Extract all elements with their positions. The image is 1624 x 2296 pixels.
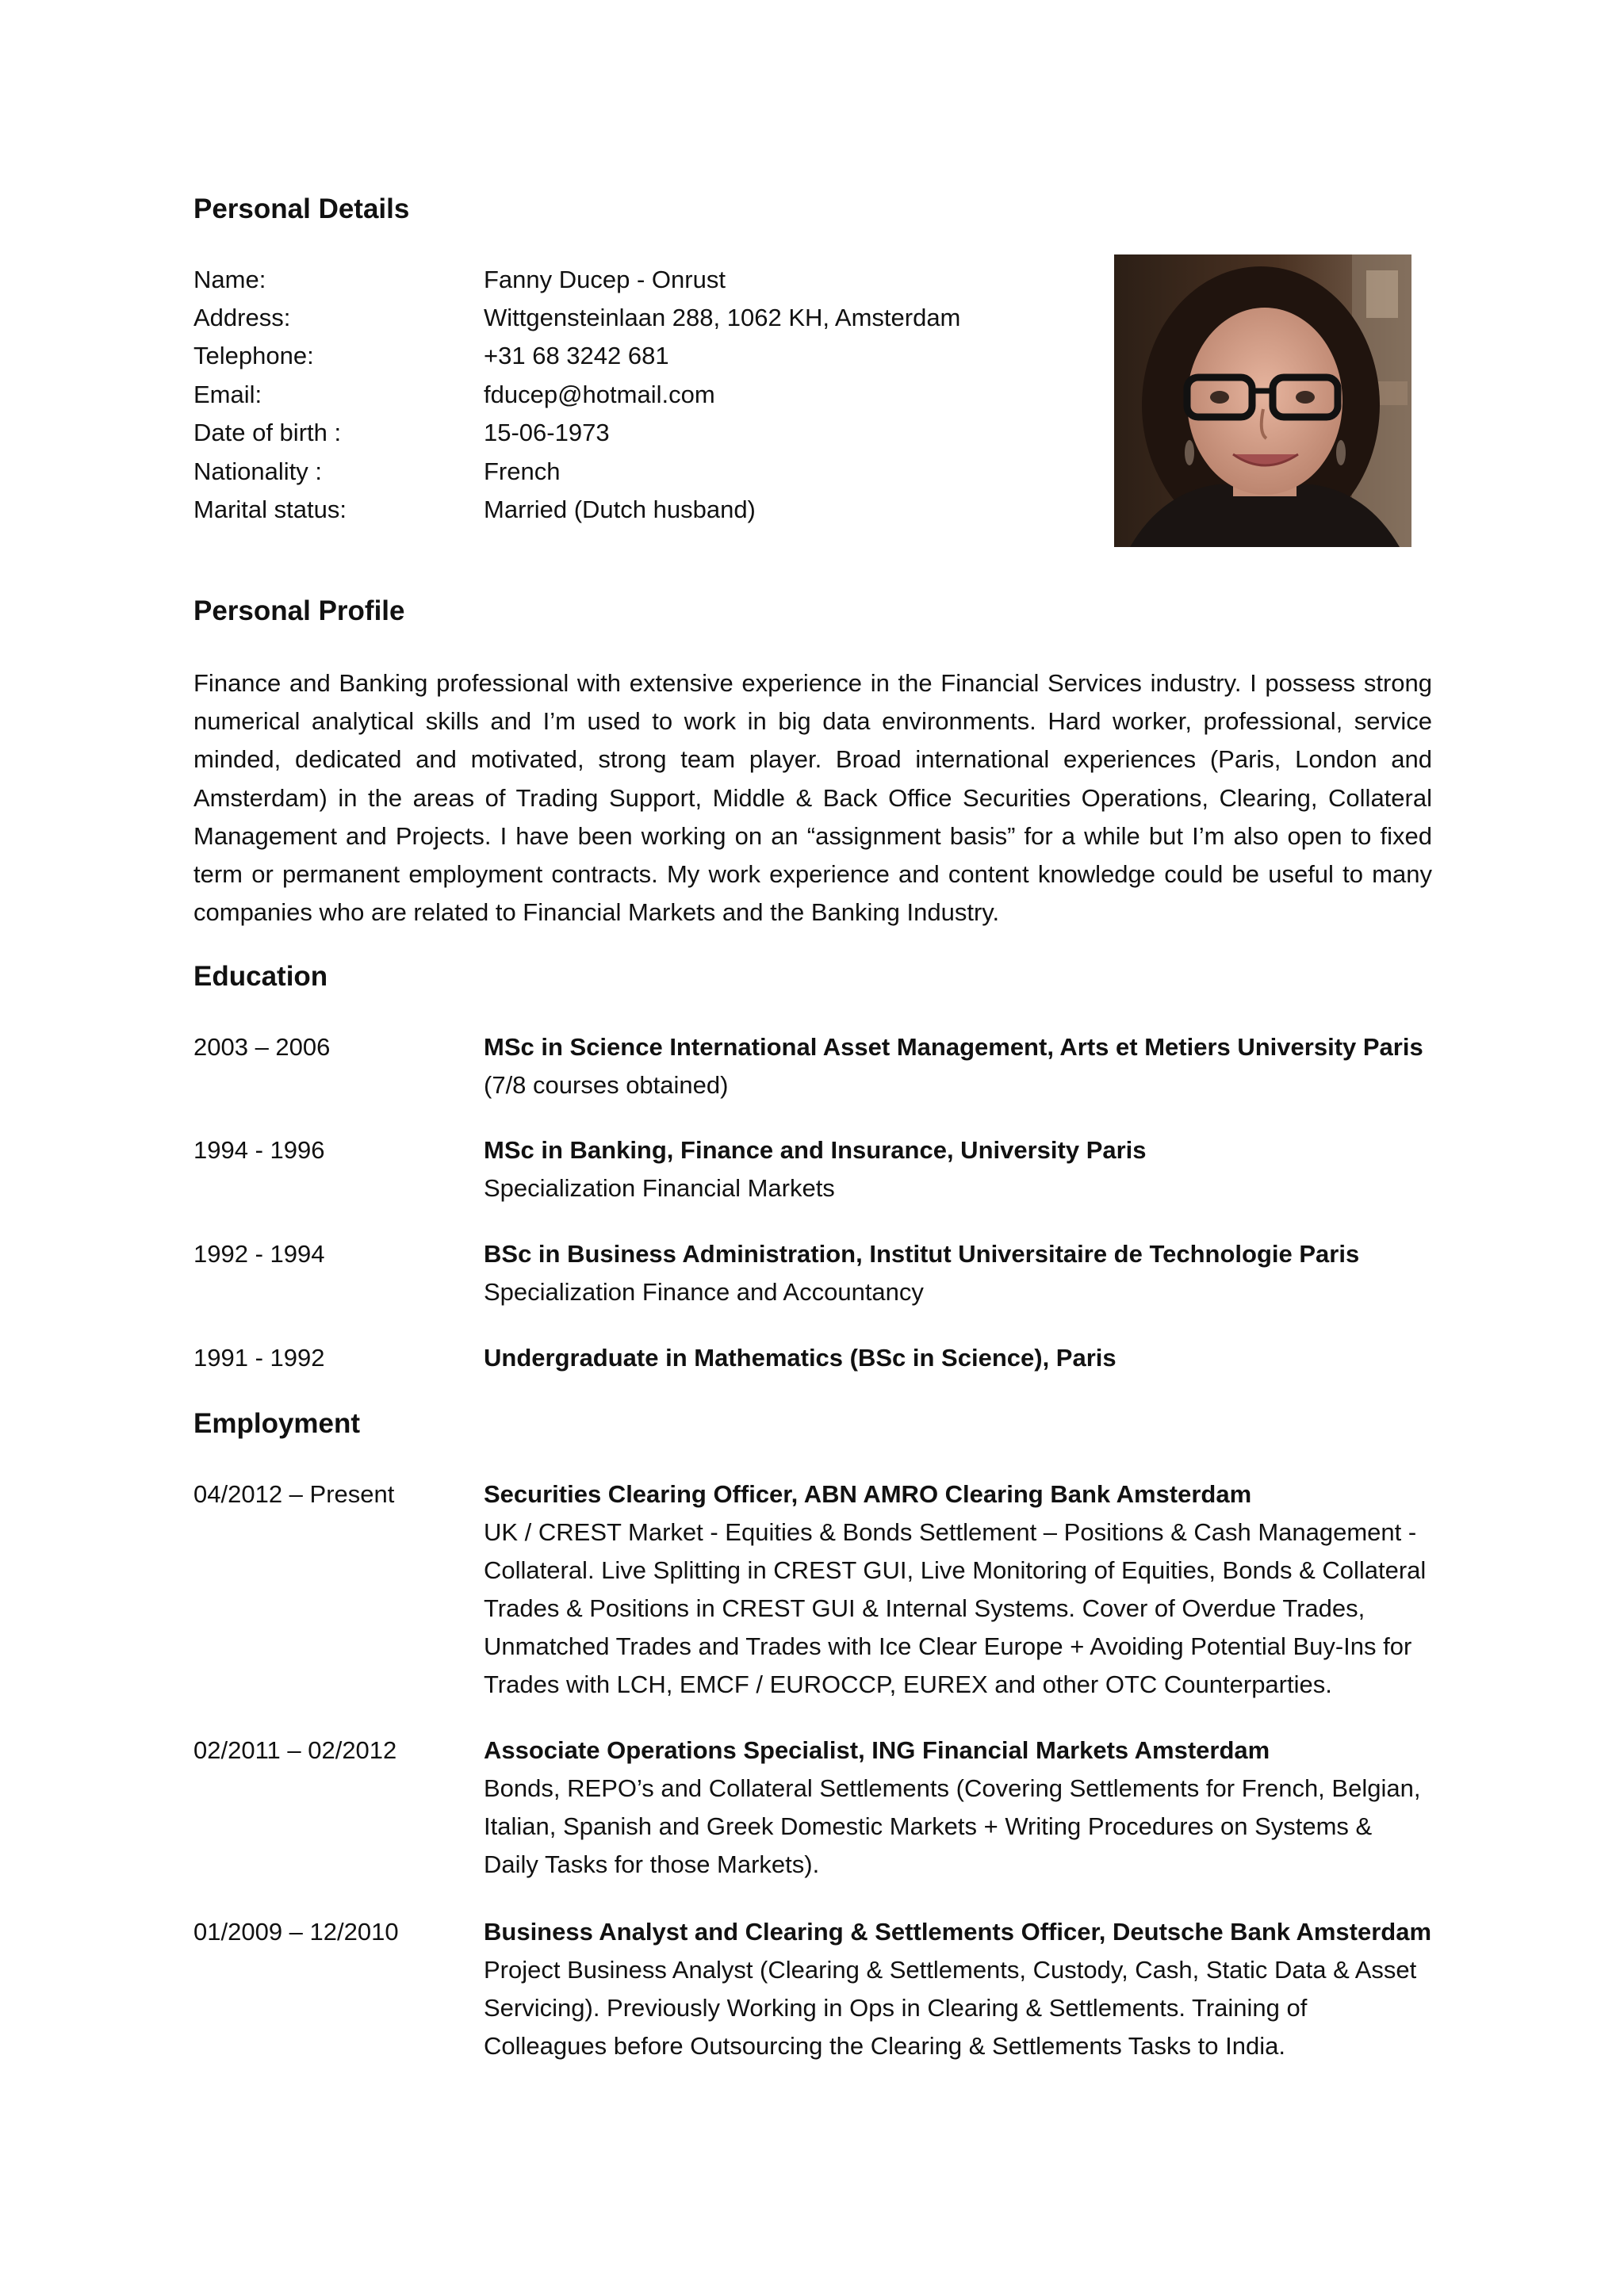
employment-detail-line: Project Business Analyst (Clearing & Settlements, Custody, Cash, Static Data & Asset (484, 1956, 1417, 1984)
education-detail: Specialization Financial Markets (484, 1174, 835, 1202)
address-value: Wittgensteinlaan 288, 1062 KH, Amsterdam (484, 304, 961, 331)
education-degree: MSc in Science International Asset Management, Arts et Metiers University Paris (484, 1033, 1423, 1061)
education-entry (484, 1235, 1431, 1311)
telephone-label: Telephone: (193, 342, 314, 369)
education-degree: Undergraduate in Mathematics (BSc in Science), Paris (484, 1344, 1116, 1372)
education-period: 1994 - 1996 (193, 1136, 325, 1164)
address-label: Address: (193, 304, 291, 331)
education-period: 1991 - 1992 (193, 1344, 325, 1372)
employment-position: Associate Operations Specialist, ING Financial Markets Amsterdam (484, 1736, 1270, 1764)
employment-detail-line: Colleagues before Outsourcing the Clearing & Settlements Tasks to India. (484, 2032, 1285, 2060)
portrait-image (1114, 254, 1411, 547)
employment-period: 02/2011 – 02/2012 (193, 1736, 397, 1764)
employment-detail-line: Bonds, REPO’s and Collateral Settlements (Covering Settlements for French, Belgian, (484, 1774, 1421, 1802)
education-degree: MSc in Banking, Finance and Insurance, University Paris (484, 1136, 1147, 1164)
employment-detail-line: UK / CREST Market - Equities & Bonds Settlement – Positions & Cash Management - (484, 1518, 1417, 1546)
employment-position: Business Analyst and Clearing & Settlements Officer, Deutsche Bank Amsterdam (484, 1918, 1432, 1946)
nationality-value: French (484, 457, 561, 485)
marital-status-label: Marital status: (193, 496, 347, 523)
dob-value: 15-06-1973 (484, 419, 610, 446)
email-value: fducep@hotmail.com (484, 381, 715, 408)
personal-profile-text: Finance and Banking professional with extensive experience in the Financial Services industry. I possess strong numerical analytical skills and I’m used to work in big data environments. Hard worker, professional, service minded, dedicated and motivated, strong team player. Broad international experiences (Paris, London and Amsterdam) in the areas of Trading Support, Middle & Back Office Securities Operations, Clearing, Collateral Management and Projects. I have been working on an “assignment basis” for a while but I’m also open to fixed term or permanent employment contracts. My work experience and content knowledge could be useful to many companies who are related to Financial Markets and the Banking Industry. (193, 669, 1432, 927)
employment-detail-line: Trades & Positions in CREST GUI & Internal Systems. Cover of Overdue Trades, (484, 1594, 1365, 1622)
email-label: Email: (193, 381, 262, 408)
education-period: 2003 – 2006 (193, 1033, 331, 1061)
personal-details-heading: Personal Details (193, 193, 410, 224)
name-label: Name: (193, 266, 266, 293)
employment-period: 01/2009 – 12/2010 (193, 1918, 399, 1946)
employment-detail-line: Unmatched Trades and Trades with Ice Clear Europe + Avoiding Potential Buy-Ins for (484, 1632, 1412, 1660)
education-detail: (7/8 courses obtained) (484, 1071, 729, 1099)
employment-period: 04/2012 – Present (193, 1480, 395, 1508)
name-value: Fanny Ducep - Onrust (484, 266, 726, 293)
education-heading: Education (193, 961, 328, 992)
dob-label: Date of birth : (193, 419, 342, 446)
employment-position: Securities Clearing Officer, ABN AMRO Clearing Bank Amsterdam (484, 1480, 1252, 1508)
employment-heading: Employment (193, 1408, 361, 1439)
employment-entry (484, 1732, 1431, 1884)
education-period: 1992 - 1994 (193, 1240, 325, 1268)
employment-detail-line: Trades with LCH, EMCF / EUROCCP, EUREX and other OTC Counterparties. (484, 1670, 1332, 1698)
profile-photo (1114, 254, 1411, 547)
education-entry (484, 1339, 1431, 1377)
employment-entry (484, 1475, 1431, 1704)
education-detail: Specialization Finance and Accountancy (484, 1278, 924, 1306)
personal-profile-heading: Personal Profile (193, 595, 405, 626)
education-entry (484, 1028, 1431, 1104)
nationality-label: Nationality : (193, 457, 322, 485)
employment-entry (484, 1913, 1431, 2065)
education-degree: BSc in Business Administration, Institut Universitaire de Technologie Paris (484, 1240, 1360, 1268)
telephone-value: +31 68 3242 681 (484, 342, 669, 369)
marital-status-value: Married (Dutch husband) (484, 496, 756, 523)
employment-detail-line: Servicing). Previously Working in Ops in Clearing & Settlements. Training of (484, 1994, 1308, 2022)
employment-detail-line: Daily Tasks for those Markets). (484, 1850, 820, 1878)
education-entry (484, 1131, 1431, 1207)
employment-detail-line: Italian, Spanish and Greek Domestic Markets + Writing Procedures on Systems & (484, 1812, 1373, 1840)
employment-detail-line: Collateral. Live Splitting in CREST GUI, Live Monitoring of Equities, Bonds & Collateral (484, 1556, 1427, 1584)
